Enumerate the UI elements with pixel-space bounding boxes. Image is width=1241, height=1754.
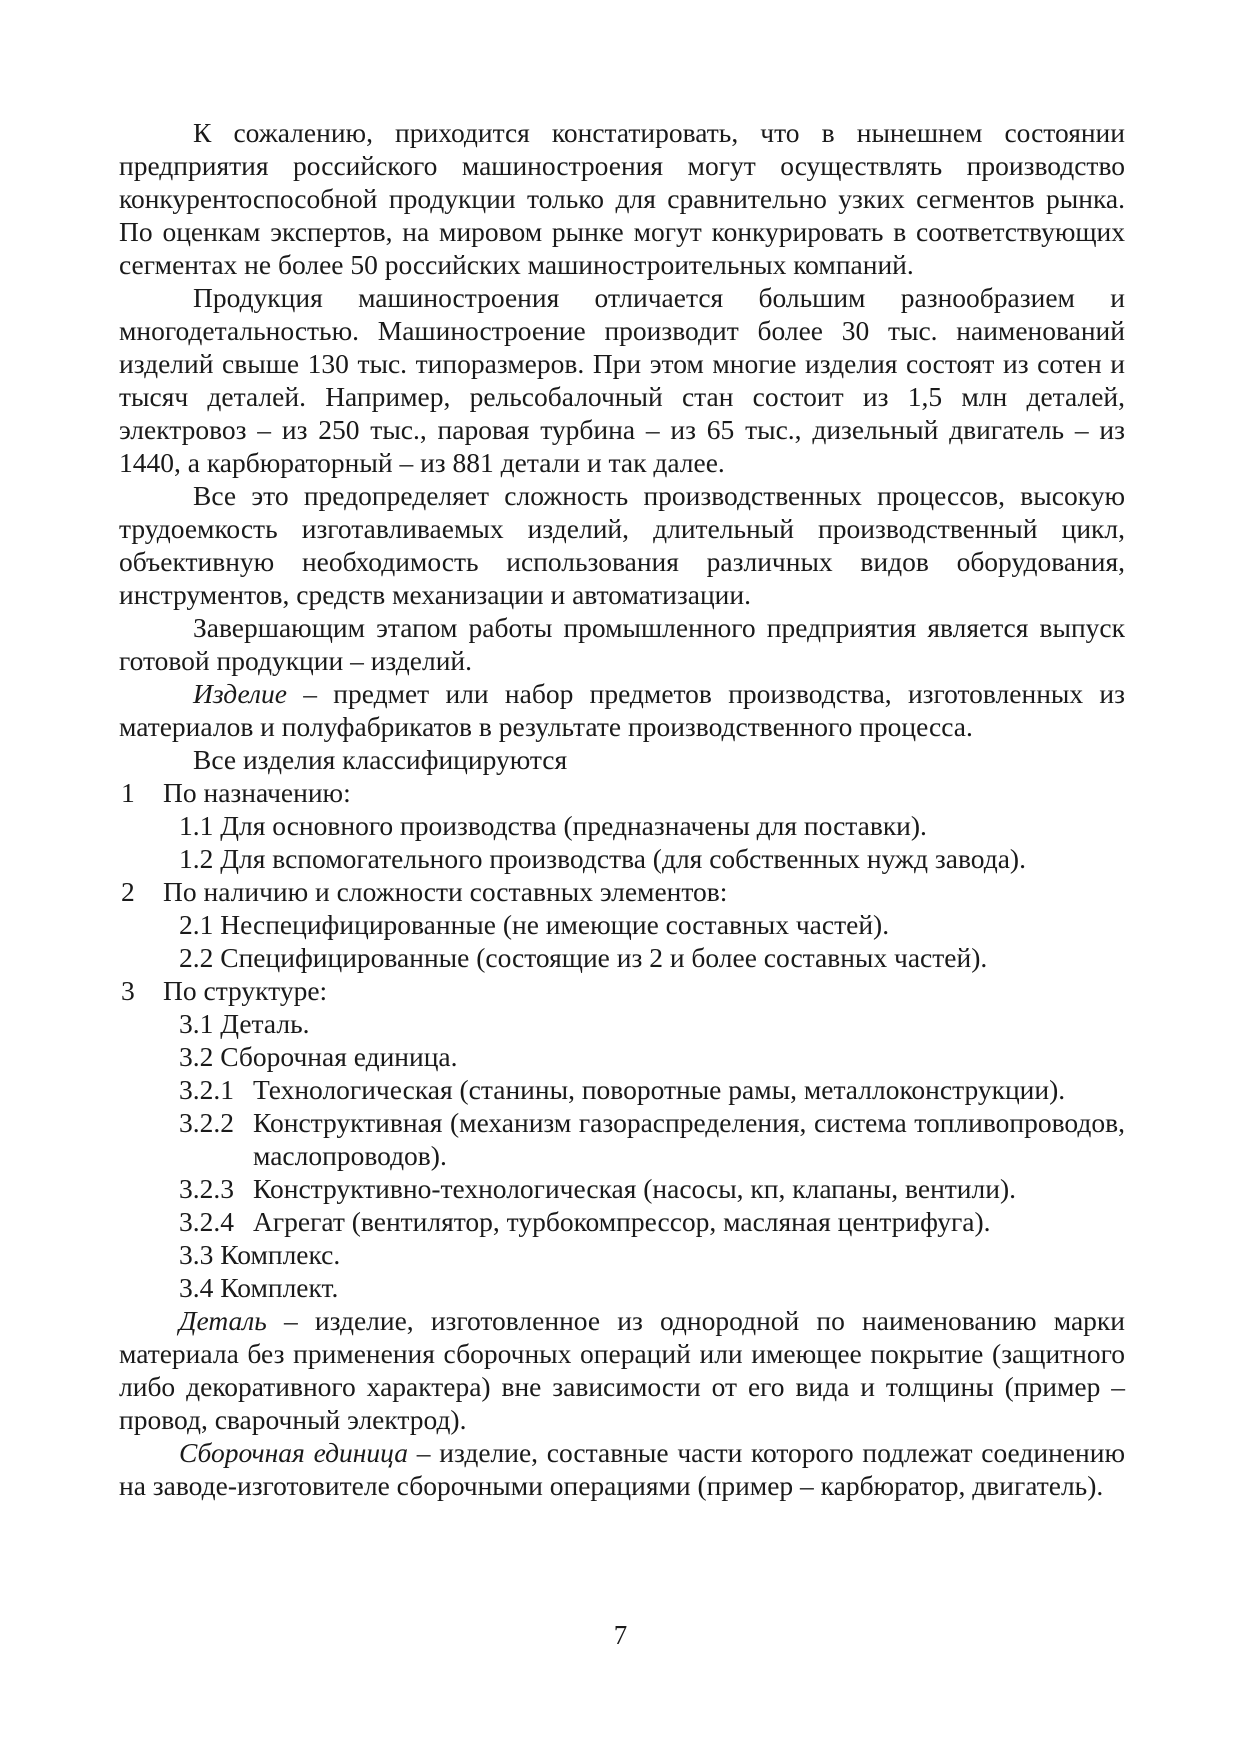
paragraph-1: К сожалению, приходится констатировать, что в нынешнем состоянии предприятия российского машиностроения могут осуществлять производство конкурентоспособной продукции только для сравнительно узких сегментов рынка. По оценкам экспертов, на мировом рынке могут конкурировать в соответствующих сегментах не более 50 российских машиностроительных компаний.	[119, 117, 1125, 280]
list-item-3-2-4	[119, 1205, 1125, 1238]
list-item-3-2-3	[119, 1172, 1125, 1205]
list-item-2-1: 2.1 Неспецифицированные (не имеющие составных частей).	[179, 909, 890, 940]
paragraph-2: Продукция машиностроения отличается большим разнообразием и многодетальностью. Машиностроение производит более 30 тыс. наименований изделий свыше 130 тыс. типоразмеров. При этом многие изделия состоят из сотен и тысяч деталей. Например, рельсобалочный стан состоит из 1,5 млн деталей, электровоз – из 250 тыс., паровая турбина – из 65 тыс., дизельный двигатель – из 1440, а карбюраторный – из 881 детали и так далее.	[119, 282, 1125, 478]
list-item-3-1: 3.1 Деталь.	[179, 1008, 310, 1039]
list-item-3-2: 3.2 Сборочная единица.	[179, 1041, 458, 1072]
page-number: 7	[613, 1620, 628, 1650]
list-item-text: По структуре:	[163, 975, 328, 1006]
list-item-text: По назначению:	[163, 777, 351, 808]
list-item-1-1: 1.1 Для основного производства (предназначены для поставки).	[179, 810, 927, 841]
paragraph-4: Завершающим этапом работы промышленного предприятия является выпуск готовой продукции – изделий.	[119, 612, 1125, 676]
definition-izdelie	[119, 677, 1125, 743]
list-item-1-2: 1.2 Для вспомогательного производства (для собственных нужд завода).	[179, 843, 1026, 874]
list-item-3-2-2	[119, 1106, 1125, 1172]
list-item-3-2-1	[119, 1073, 1125, 1106]
list-number: 2	[121, 876, 135, 907]
classify-intro: Все изделия классифицируются	[193, 744, 568, 775]
list-item-1	[119, 776, 1125, 809]
list-number: 3.2.2	[179, 1107, 234, 1138]
term-izdelie: Изделие	[193, 678, 287, 709]
paragraph-3: Все это предопределяет сложность производственных процессов, высокую трудоемкость изготавливаемых изделий, длительный производственный цикл, объективную необходимость использования различных видов оборудования, инструментов, средств механизации и автоматизации.	[119, 480, 1125, 610]
list-item-3-3: 3.3 Комплекс.	[179, 1239, 341, 1270]
definition-izdelie-text: – предмет или набор предметов производства, изготовленных из материалов и полуфабрикатов в результате производственного процесса.	[119, 678, 1125, 742]
list-number: 1	[121, 777, 135, 808]
list-item-3-4: 3.4 Комплект.	[179, 1272, 339, 1303]
list-number: 3.2.4	[179, 1206, 234, 1237]
definition-detal-text: – изделие, изготовленное из однородной по наименованию марки материала без применения сборочных операций или имеющее покрытие (защитного либо декоративного характера) вне зависимости от его вида и толщины (пример – провод, сварочный электрод).	[119, 1305, 1125, 1435]
term-detal: Деталь	[179, 1305, 267, 1336]
list-number: 3	[121, 975, 135, 1006]
body-text	[119, 116, 1125, 1502]
list-item-text: По наличию и сложности составных элементов:	[163, 876, 728, 907]
list-item-text: Конструктивная (механизм газораспределения, система топливопроводов, маслопроводов).	[253, 1107, 1125, 1171]
list-number: 3.2.1	[179, 1074, 234, 1105]
list-number: 3.2.3	[179, 1173, 234, 1204]
list-item-3	[119, 974, 1125, 1007]
list-item-2	[119, 875, 1125, 908]
list-item-text: Агрегат (вентилятор, турбокомпрессор, масляная центрифуга).	[253, 1206, 991, 1237]
list-item-text: Конструктивно-технологическая (насосы, кп, клапаны, вентили).	[253, 1173, 1016, 1204]
list-item-text: Технологическая (станины, поворотные рамы, металлоконструкции).	[253, 1074, 1066, 1105]
definition-sborochnaya-edinica	[119, 1436, 1125, 1502]
definition-detal	[119, 1304, 1125, 1436]
definition-sborochnaya-text: – изделие, составные части которого подлежат соединению на заводе-изготовителе сборочными операциями (пример – карбюратор, двигатель).	[119, 1437, 1125, 1501]
list-item-2-2: 2.2 Специфицированные (состоящие из 2 и более составных частей).	[179, 942, 988, 973]
term-sborochnaya-edinica: Сборочная единица	[179, 1437, 408, 1468]
